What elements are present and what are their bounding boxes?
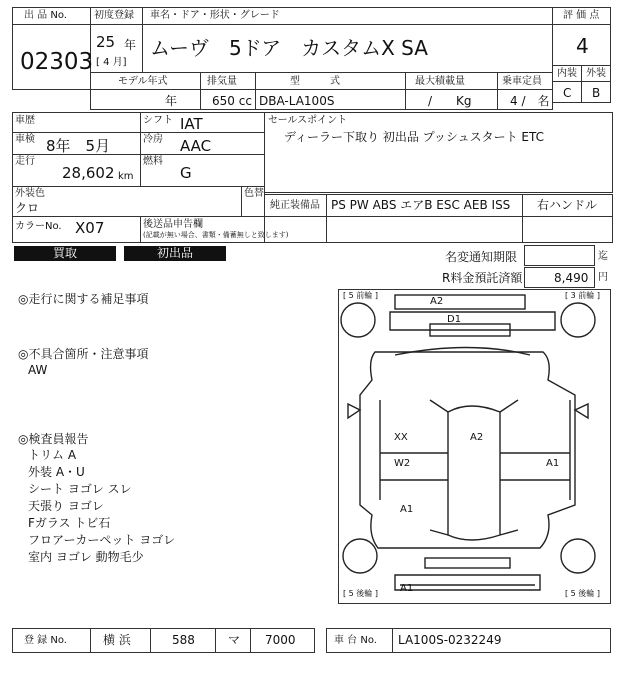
steering-value: 右ハンドル [537, 198, 598, 212]
post-docs-label: 後送品申告欄 [143, 219, 203, 230]
first-reg-label: 初度登録 [94, 10, 134, 21]
inspector-line: 天張り ヨゴレ [28, 499, 104, 513]
inspector-line: シート ヨゴレ スレ [28, 482, 132, 496]
exterior-label: 外装 [586, 68, 606, 79]
reg-number: 7000 [265, 633, 296, 647]
interior-grade: C [563, 86, 572, 100]
inspector-line: トリム A [28, 448, 77, 462]
inspection-value: 8年 5月 [46, 137, 111, 155]
max-load-value: / Kg [428, 94, 472, 108]
eval-score: 4 [576, 34, 589, 58]
year-unit: 年 [124, 38, 137, 52]
name-change-label: 名変通知期限 [445, 250, 518, 264]
color-no-label: カラーNo. [15, 221, 62, 232]
displacement-value: 650 cc [212, 94, 252, 108]
damage-roof-right: A2 [470, 432, 484, 443]
vehicle-label: 車名・ドア・形状・グレード [150, 10, 280, 21]
first-reg-year: 25 [96, 33, 116, 51]
supplement-title: ◎走行に関する補足事項 [18, 292, 149, 306]
recycle-unit: 円 [598, 272, 608, 283]
capacity-label: 乗車定員 [502, 76, 542, 87]
wheel-rear-left [343, 539, 377, 573]
reg-city: 横 浜 [103, 633, 131, 647]
damage-front-bumper: A2 [430, 296, 444, 307]
vehicle-name: ムーヴ 5ドア カスタムX SA [150, 36, 428, 60]
lot-number: 02303 [20, 49, 94, 75]
inspection-label: 車検 [15, 134, 35, 145]
shift-value: IAT [180, 115, 203, 133]
damage-left-door: W2 [394, 458, 411, 469]
damage-right-door: A1 [546, 458, 560, 469]
damage-roof-left: XX [394, 432, 408, 443]
lot-label: 出 品 No. [24, 10, 67, 21]
recycle-value: 8,490 [554, 271, 589, 285]
reg-kana: マ [228, 633, 241, 647]
interior-label: 内装 [557, 68, 577, 79]
mileage-value: 28,602 [62, 164, 115, 182]
model-year-unit: 年 [165, 94, 178, 108]
diagram-br-bracket: [ 5 後輪 ] [565, 589, 600, 598]
inspector-line: Fガラス トビ石 [28, 516, 111, 530]
inspector-line: 室内 ヨゴレ 動物毛少 [28, 550, 144, 564]
damage-hood-front: D1 [447, 314, 462, 325]
fuel-value: G [180, 164, 192, 182]
buy-badge: 買取 [14, 246, 116, 261]
ext-color-value: クロ [15, 201, 40, 215]
diagram-tr-bracket: [ 3 前輪 ] [565, 291, 600, 300]
type-label: 型 式 [290, 76, 340, 87]
wheel-front-right [561, 303, 595, 337]
reg-class: 588 [172, 633, 195, 647]
diagram-tl-bracket: [ 5 前輪 ] [343, 291, 378, 300]
history-label: 車歴 [15, 115, 35, 126]
exterior-grade: B [592, 86, 601, 100]
inspector-line: フロアーカーペット ヨゴレ [28, 533, 176, 547]
damage-left-rear: A1 [400, 504, 414, 515]
name-change-unit: 迄 [598, 251, 608, 262]
model-year-label: モデル年式 [118, 76, 168, 87]
inspector-lines [28, 446, 175, 565]
damage-rear-bumper: A1 [400, 583, 414, 594]
sales-point-text: ディーラー下取り 初出品 プッシュスタート ETC [284, 130, 544, 144]
max-load-label: 最大積載量 [415, 76, 465, 87]
chassis-number: LA100S-0232249 [398, 633, 502, 647]
inspector-line: 外装 A・U [28, 465, 85, 479]
wheel-front-left [341, 303, 375, 337]
first-listing-badge: 初出品 [124, 246, 226, 261]
type-code: DBA-LA100S [259, 94, 335, 108]
eval-label: 評 価 点 [563, 10, 600, 21]
shift-label: シフト [143, 115, 173, 126]
ac-value: AAC [180, 137, 212, 155]
equipment-value: PS PW ABS エアB ESC AEB ISS [331, 198, 511, 212]
recycle-label: R料金預託済額 [442, 271, 523, 285]
first-reg-month: [ 4 月] [96, 57, 127, 68]
inspector-title: ◎検査員報告 [18, 432, 89, 446]
mileage-unit: km [118, 171, 134, 182]
defects-text: AW [28, 363, 48, 377]
chassis-label: 車 台 No. [334, 635, 377, 646]
mileage-label: 走行 [15, 156, 35, 167]
defects-title: ◎不具合箇所・注意事項 [18, 347, 149, 361]
diagram-bl-bracket: [ 5 後輪 ] [343, 589, 378, 598]
ac-label: 冷房 [143, 134, 163, 145]
post-docs-note: (記載が無い場合、書類・備蓄無しと致します) [143, 231, 289, 239]
reg-no-label: 登 録 No. [24, 635, 67, 646]
capacity-value: 4 / 名 [510, 94, 550, 108]
displacement-label: 排気量 [207, 76, 237, 87]
wheel-rear-right [561, 539, 595, 573]
fuel-label: 燃料 [143, 156, 163, 167]
color-no-value: X07 [75, 219, 105, 237]
color-change-label: 色替 [244, 188, 264, 199]
ext-color-label: 外装色 [15, 188, 45, 199]
equipment-label: 純正装備品 [270, 200, 320, 211]
sales-point-label: セールスポイント [268, 115, 348, 126]
